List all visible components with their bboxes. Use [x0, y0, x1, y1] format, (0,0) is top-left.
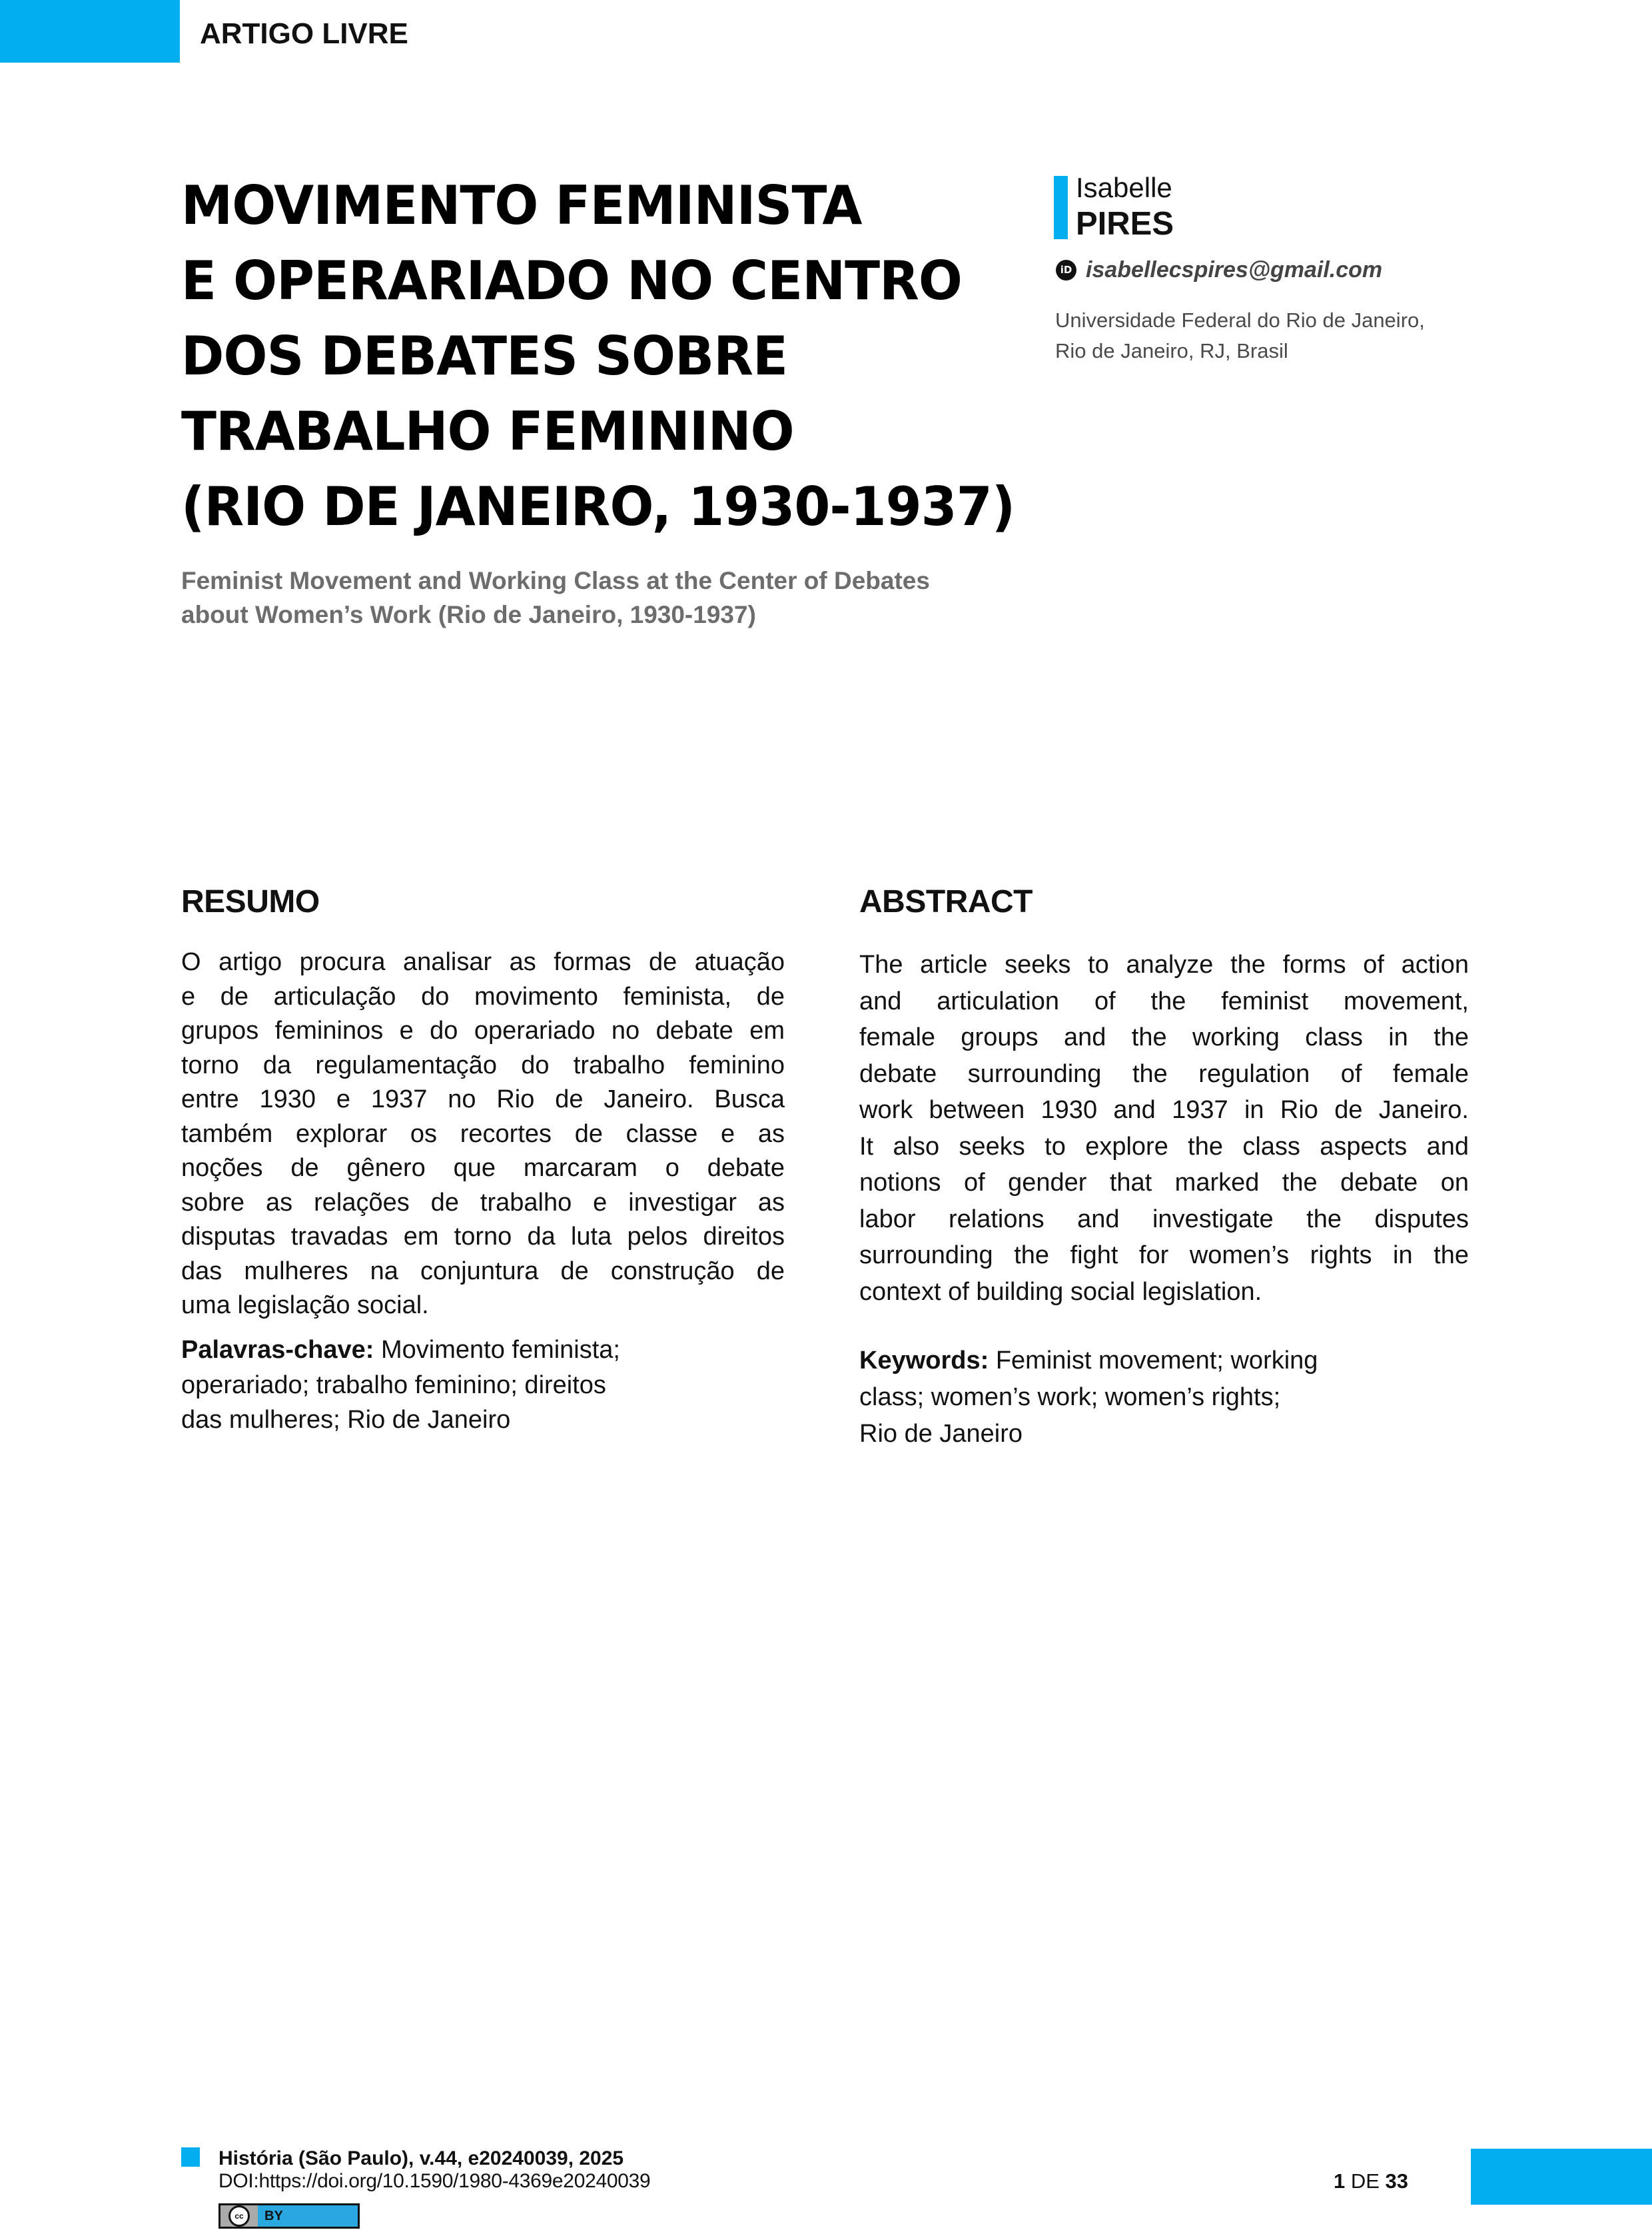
- doi-link[interactable]: DOI:https://doi.org/10.1590/1980-4369e20240039: [218, 2170, 651, 2192]
- abstract-text: [859, 947, 1469, 1310]
- author-email-link[interactable]: isabellecspires@gmail.com: [1086, 257, 1383, 282]
- page-of: DE: [1345, 2169, 1386, 2193]
- page-current: 1: [1334, 2169, 1346, 2193]
- abstract-line: and articulation of the feminist movement,: [859, 987, 1469, 1015]
- by-label: BY: [258, 2205, 358, 2227]
- abstract-line: debate surrounding the regulation of female: [859, 1059, 1469, 1088]
- resumo-line: grupos femininos e do operariado no debate em: [181, 1017, 785, 1045]
- keywords-line: class; women’s work; women’s rights;: [859, 1383, 1281, 1411]
- cc-by-license-badge[interactable]: [218, 2203, 360, 2229]
- abstract-line: labor relations and investigate the disputes: [859, 1205, 1469, 1233]
- resumo-line: e de articulação do movimento feminista, de: [181, 982, 785, 1011]
- abstract-line: work between 1930 and 1937 in Rio de Janeiro.: [859, 1096, 1469, 1124]
- author-affiliation: [1055, 305, 1535, 366]
- resumo-heading: RESUMO: [181, 884, 320, 919]
- abstract-line: The article seeks to analyze the forms of action: [859, 951, 1469, 979]
- affiliation-line: Universidade Federal do Rio de Janeiro,: [1055, 308, 1425, 332]
- author-last-name: PIRES: [1076, 206, 1174, 242]
- cc-icon-area: [220, 2205, 258, 2227]
- keywords-line: [181, 1333, 785, 1368]
- keywords-label: Palavras-chave:: [181, 1336, 374, 1364]
- title-line: (RIO DE JANEIRO, 1930-1937): [181, 476, 1015, 538]
- subtitle-line: Feminist Movement and Working Class at the Center of Debates: [181, 567, 930, 594]
- abstract-line: It also seeks to explore the class aspects and: [859, 1132, 1469, 1161]
- author-first-name: Isabelle: [1076, 172, 1172, 203]
- abstract-line: context of building social legislation.: [859, 1277, 1262, 1306]
- article-title: [181, 168, 1073, 544]
- abstract-line: notions of gender that marked the debate on: [859, 1169, 1469, 1197]
- resumo-line: entre 1930 e 1937 no Rio de Janeiro. Busca: [181, 1085, 785, 1113]
- keywords-text: Feminist movement; working: [989, 1347, 1318, 1375]
- resumo-line: noções de gênero que marcaram o debate: [181, 1154, 785, 1182]
- footer-accent-square: [181, 2147, 200, 2167]
- title-line: DOS DEBATES SOBRE: [181, 325, 788, 387]
- resumo-line: disputas travadas em torno da luta pelos direitos: [181, 1223, 785, 1251]
- resumo-line: sobre as relações de trabalho e investigar as: [181, 1188, 785, 1217]
- resumo-keywords: [181, 1333, 785, 1438]
- keywords-line: das mulheres; Rio de Janeiro: [181, 1406, 511, 1434]
- abstract-heading: ABSTRACT: [859, 884, 1032, 919]
- title-line: MOVIMENTO FEMINISTA: [181, 175, 862, 237]
- title-line: E OPERARIADO NO CENTRO: [181, 250, 962, 312]
- orcid-icon[interactable]: iD: [1056, 260, 1076, 280]
- journal-citation: História (São Paulo), v.44, e20240039, 2025: [218, 2147, 624, 2169]
- keywords-label: Keywords:: [859, 1347, 989, 1375]
- subtitle-line: about Women’s Work (Rio de Janeiro, 1930-1937): [181, 601, 756, 628]
- keywords-line: Rio de Janeiro: [859, 1420, 1023, 1448]
- resumo-line: O artigo procura analisar as formas de atuação: [181, 948, 785, 976]
- author-accent-bar: [1054, 176, 1068, 239]
- abstract-keywords: [859, 1343, 1469, 1452]
- resumo-line: também explorar os recortes de classe e as: [181, 1119, 785, 1148]
- section-label: ARTIGO LIVRE: [200, 17, 408, 50]
- page-total: 33: [1385, 2169, 1409, 2193]
- abstract-line: surrounding the fight for women’s rights in the: [859, 1241, 1469, 1269]
- keywords-text: Movimento feminista;: [374, 1336, 620, 1364]
- english-title: [181, 564, 1021, 632]
- keywords-line: [859, 1343, 1469, 1379]
- resumo-line: das mulheres na conjuntura de construção de: [181, 1257, 785, 1285]
- resumo-line: torno da regulamentação do trabalho feminino: [181, 1051, 785, 1079]
- keywords-line: operariado; trabalho feminino; direitos: [181, 1371, 606, 1399]
- resumo-line: uma legislação social.: [181, 1291, 429, 1319]
- cc-icon: cc: [228, 2205, 250, 2227]
- footer-accent-bar: [1471, 2149, 1652, 2205]
- page-indicator: [1334, 2169, 1408, 2193]
- header-accent-bar: [0, 0, 180, 63]
- title-line: TRABALHO FEMININO: [181, 400, 794, 462]
- affiliation-line: Rio de Janeiro, RJ, Brasil: [1055, 339, 1288, 362]
- abstract-line: female groups and the working class in the: [859, 1023, 1469, 1051]
- resumo-text: [181, 945, 785, 1323]
